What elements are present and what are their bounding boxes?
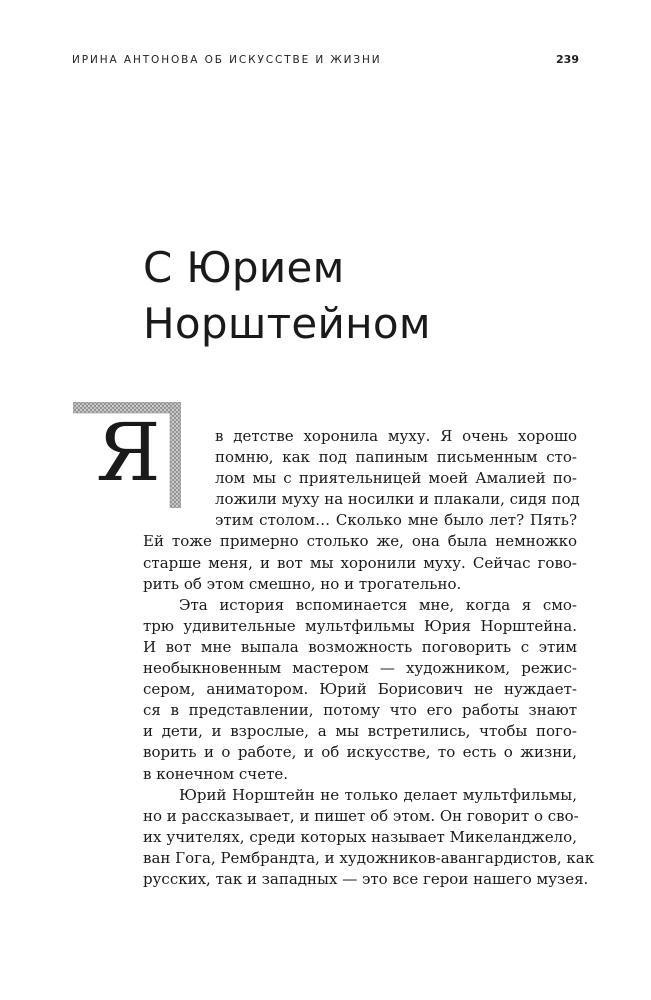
text-line: ся в представлении, потому что его работы знают [143, 701, 577, 720]
page-number: 239 [556, 53, 579, 66]
text-line: Эта история вспоминается мне, когда я смо- [179, 595, 577, 614]
paragraph-3 [143, 785, 595, 890]
text-line: лом мы с приятельницей моей Амалией по- [215, 469, 577, 488]
text-line: помню, как под папиным письменным сто- [215, 448, 577, 467]
text-line: ворить и о работе, и об искусстве, то есть о жизни, [143, 743, 577, 762]
text-line: этим столом… Сколько мне было лет? Пять? [215, 511, 577, 530]
body-text [143, 426, 595, 890]
text-line: в детстве хоронила муху. Я очень хорошо [215, 427, 577, 445]
text-line: русских, так и западных — это все герои нашего музея. [143, 869, 589, 888]
chapter-title-line-2: Норштейном [143, 299, 431, 348]
text-line: ложили муху на носилки и плакали, сидя под [215, 490, 580, 509]
text-line: старше меня, и вот мы хоронили муху. Сейчас гово- [143, 553, 577, 572]
text-line: трю удивительные мультфильмы Юрия Норштейна. [143, 616, 577, 635]
text-line: их учителях, среди которых называет Микеланджело, [143, 827, 577, 846]
text-line: И вот мне выпала возможность поговорить с этим [143, 637, 577, 656]
text-line: рить об этом смешно, но и трогательно. [143, 574, 462, 593]
text-line: в конечном счете. [143, 764, 289, 783]
text-line: и дети, и взрослые, а мы встретились, чтобы пого- [143, 722, 577, 741]
text-line: сером, аниматором. Юрий Борисович не нуждает- [143, 680, 577, 699]
drop-cap-letter: Я [96, 406, 161, 499]
text-line: но и рассказывает, и пишет об этом. Он говорит о сво- [143, 806, 579, 825]
paragraph-2 [143, 595, 577, 785]
chapter-title-line-1: С Юрием [143, 243, 345, 292]
chapter-title [143, 240, 431, 352]
text-line: необыкновенным мастером — художником, режис- [143, 659, 577, 678]
running-head: ИРИНА АНТОНОВА ОБ ИСКУССТВЕ И ЖИЗНИ [72, 54, 382, 66]
paragraph-1 [143, 426, 580, 595]
text-line: Юрий Норштейн не только делает мультфильмы, [179, 785, 577, 804]
text-line: ван Гога, Рембрандта, и художников-авангардистов, как [143, 848, 595, 867]
text-line: Ей тоже примерно столько же, она была немножко [143, 532, 577, 551]
